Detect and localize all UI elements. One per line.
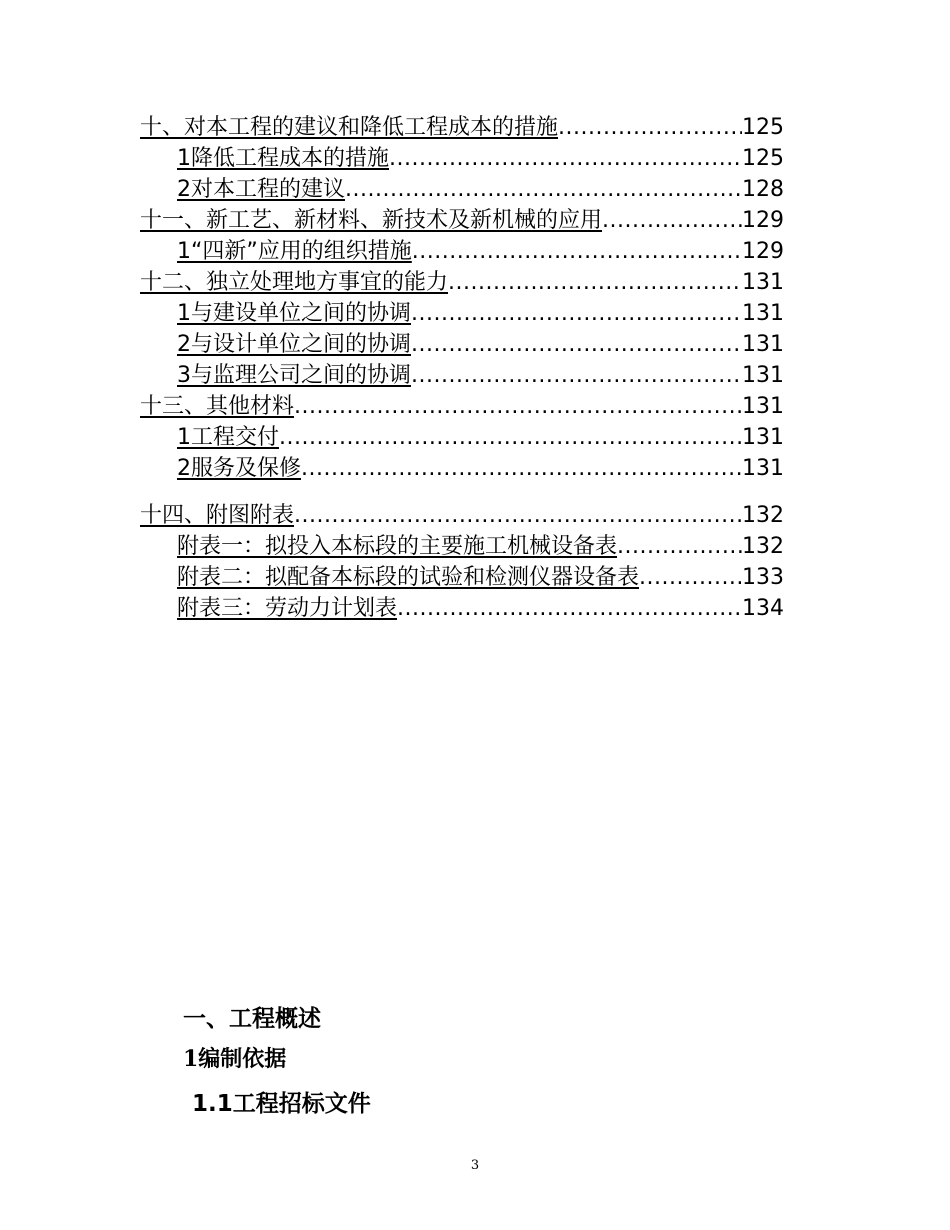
toc-entry-label[interactable]: 十、对本工程的建议和降低工程成本的措施 — [140, 115, 559, 140]
toc-page-number: 131 — [742, 270, 784, 295]
toc-leader-dots — [411, 298, 742, 329]
toc-leader-dots — [294, 391, 742, 422]
toc-entry-label[interactable]: 1“四新”应用的组织措施 — [177, 239, 412, 264]
toc-page-number: 125 — [742, 146, 784, 171]
toc-entry-label[interactable]: 1与建设单位之间的协调 — [177, 301, 411, 326]
toc-entry-label[interactable]: 2服务及保修 — [177, 456, 301, 481]
toc-leader-dots — [617, 531, 742, 562]
toc-entry-label[interactable]: 十一、新工艺、新材料、新技术及新机械的应用 — [140, 208, 603, 233]
toc-page-number: 131 — [742, 332, 784, 357]
toc-entry-label[interactable]: 2与设计单位之间的协调 — [177, 332, 411, 357]
toc-leader-dots — [411, 360, 742, 391]
toc-entry[interactable] — [140, 422, 784, 453]
toc-entry-label[interactable]: 十二、独立处理地方事宜的能力 — [140, 270, 449, 295]
toc-entry[interactable] — [140, 531, 784, 562]
toc-entry[interactable] — [140, 329, 784, 360]
toc-leader-dots — [389, 143, 742, 174]
toc-leader-dots — [412, 236, 742, 267]
toc-leader-dots — [558, 112, 742, 143]
toc-leader-dots — [301, 453, 742, 484]
table-of-contents — [140, 112, 784, 624]
toc-leader-dots — [639, 562, 742, 593]
toc-entry-label[interactable]: 1工程交付 — [177, 425, 279, 450]
toc-page-number: 131 — [742, 456, 784, 481]
toc-page-number: 131 — [742, 394, 784, 419]
toc-entry-label[interactable]: 3与监理公司之间的协调 — [177, 363, 411, 388]
toc-entry-label[interactable]: 十三、其他材料 — [140, 394, 295, 419]
toc-page-number: 128 — [742, 177, 784, 202]
toc-page-number: 131 — [742, 425, 784, 450]
toc-entry[interactable] — [140, 298, 784, 329]
subsubsection-heading: 1.1工程招标文件 — [192, 1091, 371, 1117]
toc-entry[interactable] — [140, 174, 784, 205]
toc-leader-dots — [602, 205, 742, 236]
toc-leader-dots — [411, 329, 742, 360]
toc-entry[interactable] — [140, 236, 784, 267]
toc-entry-label[interactable]: 附表二：拟配备本标段的试验和检测仪器设备表 — [177, 565, 640, 590]
toc-entry[interactable] — [140, 562, 784, 593]
page-number: 3 — [470, 1158, 480, 1173]
toc-page-number: 134 — [742, 596, 784, 621]
toc-page-number: 125 — [742, 115, 784, 140]
toc-entry[interactable] — [140, 267, 784, 298]
toc-entry-label[interactable]: 附表三：劳动力计划表 — [177, 596, 398, 621]
toc-leader-dots — [345, 174, 742, 205]
toc-entry[interactable] — [140, 112, 784, 143]
toc-entry[interactable] — [140, 593, 784, 624]
toc-page-number: 132 — [742, 503, 784, 528]
toc-entry[interactable] — [140, 205, 784, 236]
toc-entry-label[interactable]: 十四、附图附表 — [140, 503, 295, 528]
toc-entry[interactable] — [140, 143, 784, 174]
toc-leader-dots — [397, 593, 742, 624]
toc-leader-dots — [294, 500, 742, 531]
subsection-heading: 1编制依据 — [183, 1046, 287, 1072]
toc-entry[interactable] — [140, 391, 784, 422]
toc-entry[interactable] — [140, 453, 784, 484]
toc-leader-dots — [279, 422, 742, 453]
toc-page-number: 129 — [742, 239, 784, 264]
toc-entry-label[interactable]: 附表一：拟投入本标段的主要施工机械设备表 — [177, 534, 618, 559]
toc-page-number: 131 — [742, 301, 784, 326]
toc-entry[interactable] — [140, 360, 784, 391]
toc-entry-label[interactable]: 2对本工程的建议 — [177, 177, 345, 202]
toc-page-number: 131 — [742, 363, 784, 388]
toc-page-number: 129 — [742, 208, 784, 233]
toc-page-number: 132 — [742, 534, 784, 559]
toc-leader-dots — [448, 267, 742, 298]
toc-entry-label[interactable]: 1降低工程成本的措施 — [177, 146, 389, 171]
section-heading: 一、工程概述 — [183, 1005, 321, 1032]
toc-entry[interactable] — [140, 500, 784, 531]
toc-page-number: 133 — [742, 565, 784, 590]
